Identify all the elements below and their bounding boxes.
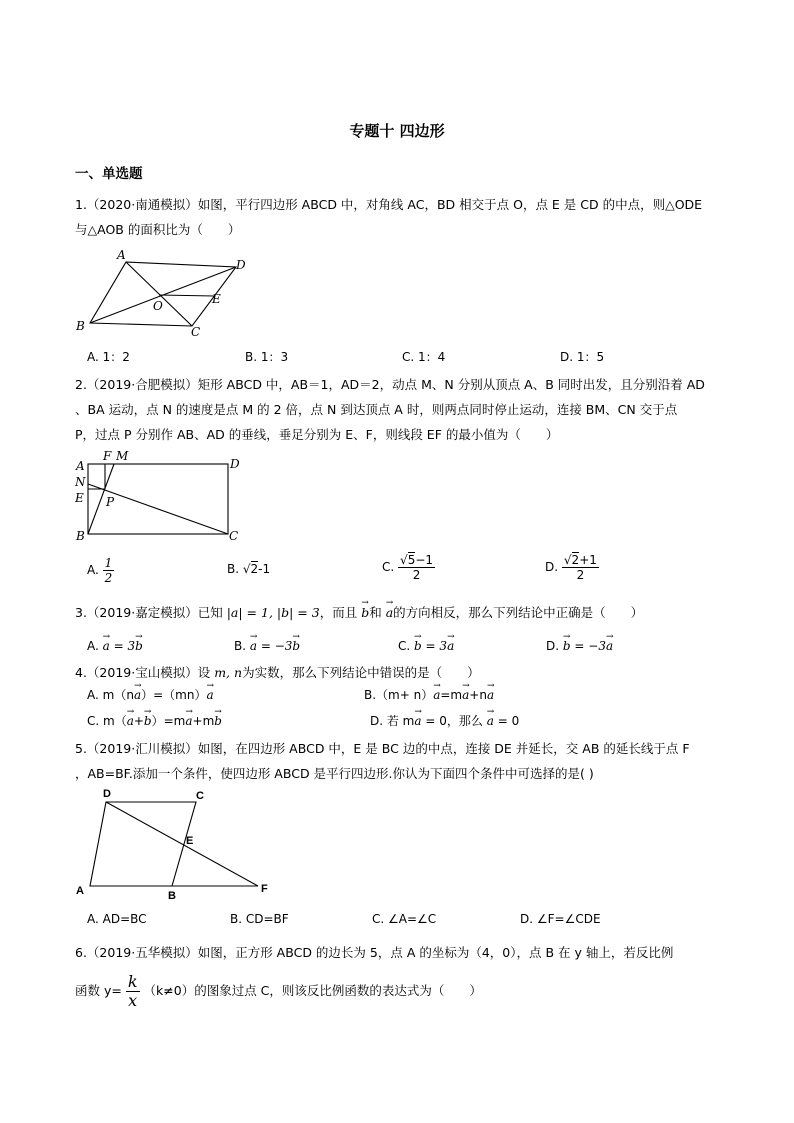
q2-option-a[interactable]: A. $\frac{1}{2}$ [87,556,113,585]
q1-label-e: E [212,292,221,306]
question-5-text: 5.（2019·汇川模拟）如图，在四边形 ABCD 中，E 是 BC 边的中点，连接 DE 并延长，交 AB 的延长线于点 F ，AB=BF.添加一个条件，使四边形 ABCD 是平行四边形.你认为下面四个条件中可选择的是( ) [75,741,690,781]
q2-label-a: A [76,459,85,473]
q1-label-d: D [236,258,246,272]
q4-option-b[interactable]: B.（m+ n）→ a=m→ a+n→ a [364,686,494,704]
q5-label-a: A [76,885,84,897]
q4-option-c[interactable]: C. m（→ a+→ b）=m→ a+m→ b [87,712,222,730]
question-4-text: 4.（2019·宝山模拟）设 m, n为实数，那么下列结论中错误的是（ ） [75,665,480,680]
q1-label-c: C [191,325,201,339]
q2-label-c: C [229,529,239,543]
question-1-text: 1.（2020·南通模拟）如图，平行四边形 ABCD 中，对角线 AC，BD 相交于点 O，点 E 是 CD 的中点，则△ODE 与△AOB 的面积比为（ ） [75,197,703,237]
q1-option-a[interactable]: A. 1：2 [87,350,130,364]
q5-quadrilateral-figure [72,782,282,904]
q3-option-d[interactable]: D. → b = −3→ a [546,637,613,655]
q1-parallelogram-figure [70,248,260,340]
q5-label-b: B [168,890,176,902]
q2-rectangle-figure [72,448,252,544]
q3-option-c[interactable]: C. → b = 3→ a [398,637,454,655]
q2-option-c[interactable]: C. $\frac{√5-1}{2}$ [382,553,434,582]
q2-option-b[interactable]: B. √2-1 [227,562,271,576]
q5-option-a[interactable]: A. AD=BC [87,912,147,926]
q4-option-a[interactable]: A. m（n→ a）=（mn）→ a [87,686,214,704]
q1-option-c[interactable]: C. 1：4 [402,350,446,364]
question-6-text: 6.（2019·五华模拟）如图，正方形 ABCD 的边长为 5，点 A 的坐标为（4，0），点 B 在 y 轴上，若反比例 函数 y= $\frac{k}{x}$ （k≠0）的图象过点 C，则该反比例函数的表达式为（ ） [75,945,674,1010]
q1-label-b: B [76,319,85,333]
q2-label-e: E [75,491,84,505]
q2-option-d[interactable]: D. $\frac{√2+1}{2}$ [545,553,597,582]
q2-label-b: B [76,529,85,543]
q3-option-b[interactable]: B. → a = −3→ b [234,637,300,655]
question-3-text: 3.（2019·嘉定模拟）已知 |a| = 1, |b| = 3，而且 → b和 → a的方向相反，那么下列结论中正确是（ ） [75,600,725,625]
q5-label-d: D [103,788,111,800]
q2-label-n: N [75,475,86,489]
q5-label-c: C [196,790,204,802]
q5-label-e: E [186,835,194,847]
q1-label-o: O [153,299,163,313]
section-heading: 一、单选题 [75,166,143,182]
q1-label-a: A [117,248,126,262]
q2-label-m: M [116,449,129,463]
q3-option-a[interactable]: A. → a = 3→ b [87,637,143,655]
q5-label-f: F [261,883,268,895]
q4-option-d[interactable]: D. 若 m→ a = 0，那么 → a = 0 [370,712,519,730]
q2-label-f: F [103,449,112,463]
question-2-text: 2.（2019·合肥模拟）矩形 ABCD 中，AB＝1，AD＝2，动点 M、N 分别从顶点 A、B 同时出发，且分别沿着 AD 、BA 运动，点 N 的速度是点 M 的 2 倍，点 N 到达顶点 A 时，则两点同时停止运动，连接 BM、CN 交于点 P，过点 P 分别作 AB、AD 的垂线，垂足分别为 E、F，则线段 EF 的最小值为（ ） [75,377,705,442]
q5-option-c[interactable]: C. ∠A=∠C [372,912,437,926]
page-title: 专题十 四边形 [349,122,445,140]
q5-option-d[interactable]: D. ∠F=∠CDE [520,912,601,926]
q5-option-b[interactable]: B. CD=BF [230,912,289,926]
q2-label-d: D [230,457,240,471]
q1-option-b[interactable]: B. 1：3 [245,350,289,364]
q2-label-p: P [106,495,115,509]
q1-option-d[interactable]: D. 1：5 [560,350,605,364]
